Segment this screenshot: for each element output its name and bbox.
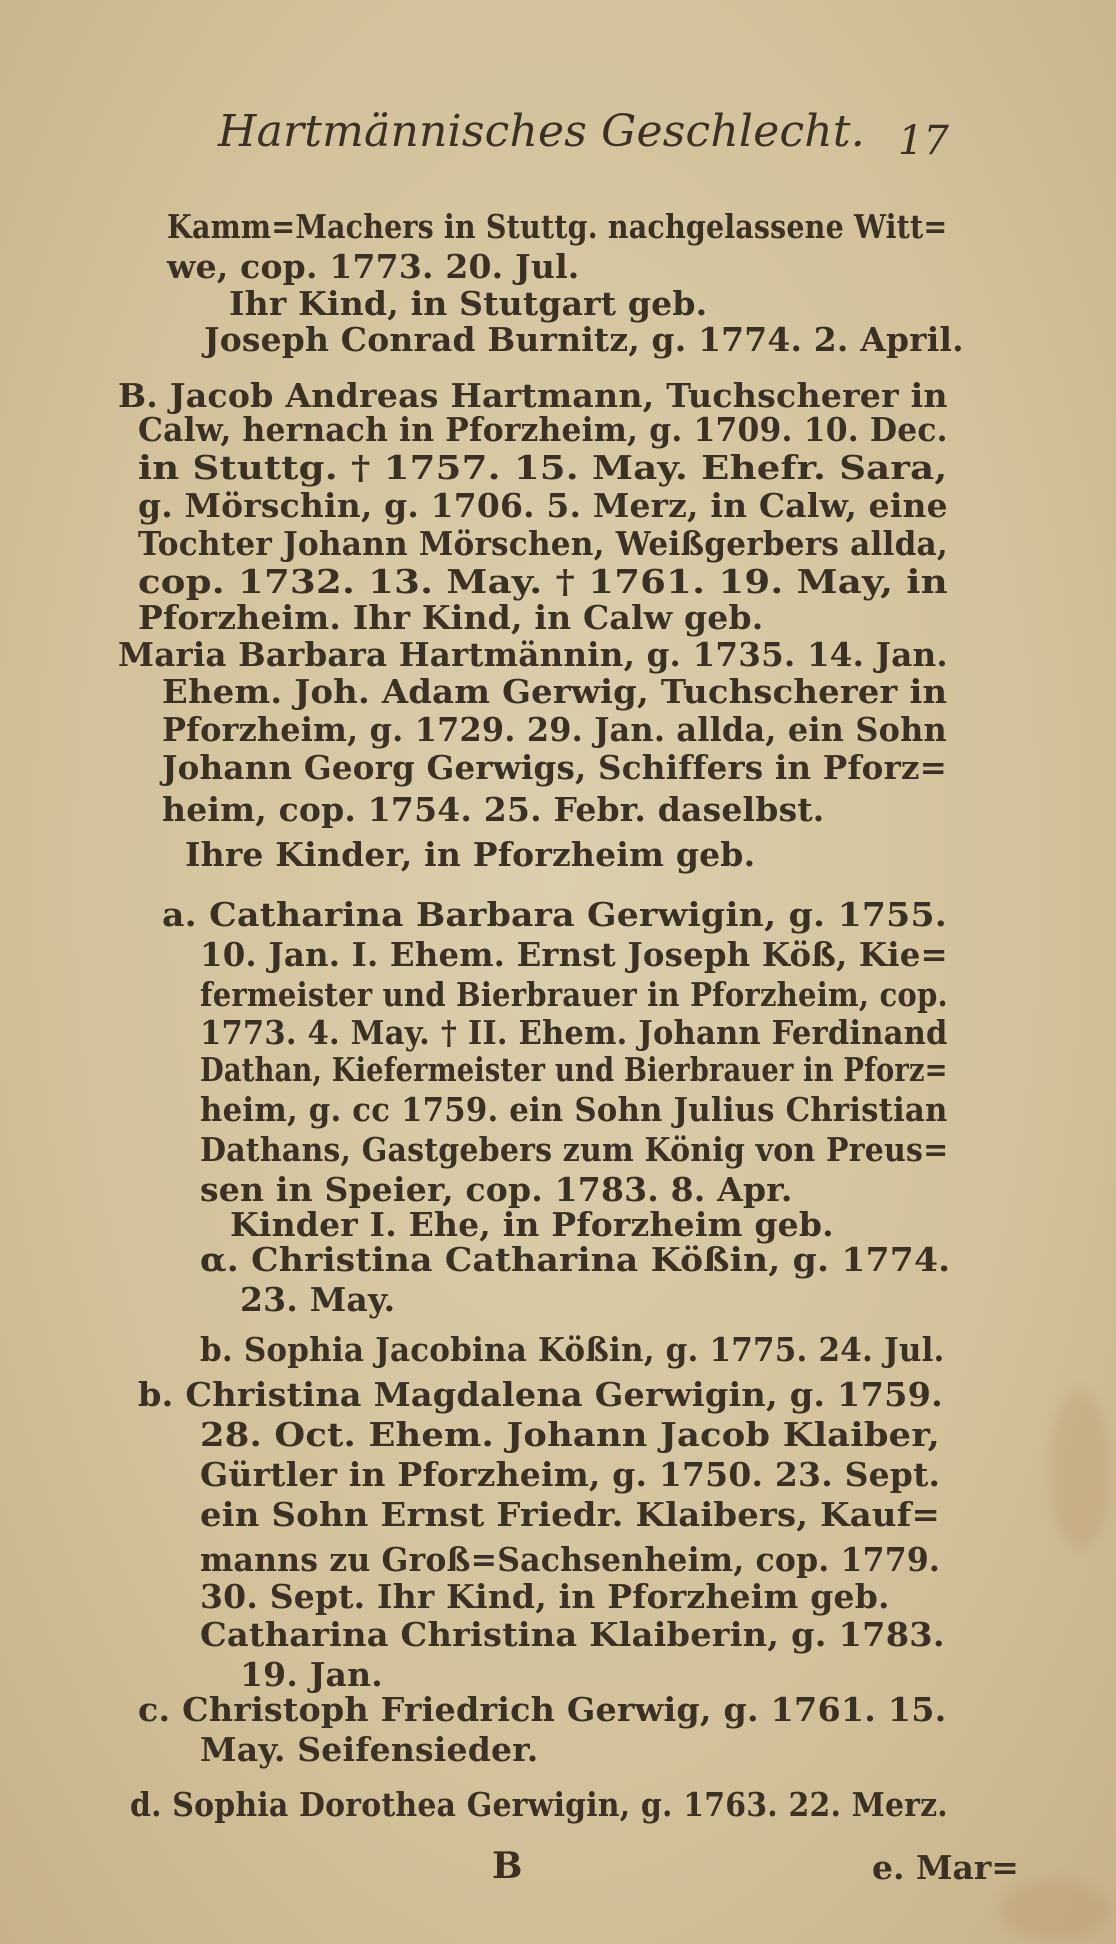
paper-stain (1050, 1390, 1110, 1550)
text-line: Dathans, Gastgebers zum König von Preus= (200, 1130, 949, 1169)
text-line: 23. May. (240, 1280, 396, 1319)
text-line: heim, cop. 1754. 25. Febr. daselbst. (162, 790, 825, 829)
text-line: Ihr Kind, in Stutgart geb. (229, 284, 708, 323)
text-line: 30. Sept. Ihr Kind, in Pforzheim geb. (200, 1577, 890, 1616)
text-line: c. Christoph Friedrich Gerwig, g. 1761. 15. (138, 1690, 947, 1729)
text-line: B. Jacob Andreas Hartmann, Tuchscherer in (118, 376, 948, 415)
text-line: 28. Oct. Ehem. Johann Jacob Klaiber, (200, 1415, 941, 1454)
text-line: Kinder I. Ehe, in Pforzheim geb. (230, 1205, 834, 1244)
text-line: ein Sohn Ernst Friedr. Klaibers, Kauf= (200, 1495, 940, 1534)
text-line: Maria Barbara Hartmännin, g. 1735. 14. Jan. (118, 635, 948, 674)
text-line: fermeister und Bierbrauer in Pforzheim, cop. (200, 975, 948, 1014)
text-line: b. Christina Magdalena Gerwigin, g. 1759. (138, 1375, 943, 1414)
text-line: 1773. 4. May. † II. Ehem. Johann Ferdinand (200, 1013, 948, 1052)
text-line: we, cop. 1773. 20. Jul. (167, 247, 580, 286)
text-line: d. Sophia Dorothea Gerwigin, g. 1763. 22. Merz. (130, 1785, 948, 1824)
catchword: e. Mar= (872, 1848, 1019, 1887)
text-line: May. Seifensieder. (200, 1730, 539, 1769)
text-line: Joseph Conrad Burnitz, g. 1774. 2. April. (204, 320, 964, 359)
text-line: Kamm=Machers in Stuttg. nachgelassene Witt= (167, 207, 948, 246)
text-line: α. Christina Catharina Kößin, g. 1774. (200, 1240, 951, 1279)
text-line: g. Mörschin, g. 1706. 5. Merz, in Calw, eine (138, 486, 948, 525)
text-line: Tochter Johann Mörschen, Weißgerbers allda, (138, 524, 948, 563)
page-number: 17 (898, 118, 949, 164)
text-line: Calw, hernach in Pforzheim, g. 1709. 10. Dec. (138, 410, 948, 449)
signature-mark: B (492, 1845, 523, 1887)
text-line: 10. Jan. I. Ehem. Ernst Joseph Köß, Kie= (200, 935, 948, 974)
text-line: in Stuttg. † 1757. 15. May. Ehefr. Sara, (138, 448, 948, 487)
text-line: Johann Georg Gerwigs, Schiffers in Pforz= (162, 748, 948, 787)
text-line: heim, g. cc 1759. ein Sohn Julius Christian (200, 1090, 948, 1129)
text-line: b. Sophia Jacobina Kößin, g. 1775. 24. Jul. (200, 1330, 945, 1369)
text-line: Ihre Kinder, in Pforzheim geb. (185, 835, 756, 874)
text-line: Pforzheim, g. 1729. 29. Jan. allda, ein Sohn (162, 710, 947, 749)
text-line: manns zu Groß=Sachsenheim, cop. 1779. (200, 1540, 941, 1579)
text-line: Ehem. Joh. Adam Gerwig, Tuchscherer in (162, 672, 948, 711)
text-line: Dathan, Kiefermeister und Bierbrauer in Pforz= (200, 1050, 948, 1089)
running-header: Hartmännisches Geschlecht. (218, 106, 865, 157)
text-line: Gürtler in Pforzheim, g. 1750. 23. Sept. (200, 1455, 941, 1494)
text-line: Pforzheim. Ihr Kind, in Calw geb. (138, 598, 764, 637)
text-line: cop. 1732. 13. May. † 1761. 19. May, in (138, 562, 948, 601)
text-line: a. Catharina Barbara Gerwigin, g. 1755. (162, 895, 948, 934)
text-line: Catharina Christina Klaiberin, g. 1783. (200, 1615, 945, 1654)
text-line: sen in Speier, cop. 1783. 8. Apr. (200, 1170, 793, 1209)
paper-stain (1000, 1880, 1110, 1940)
text-line: 19. Jan. (240, 1655, 383, 1694)
